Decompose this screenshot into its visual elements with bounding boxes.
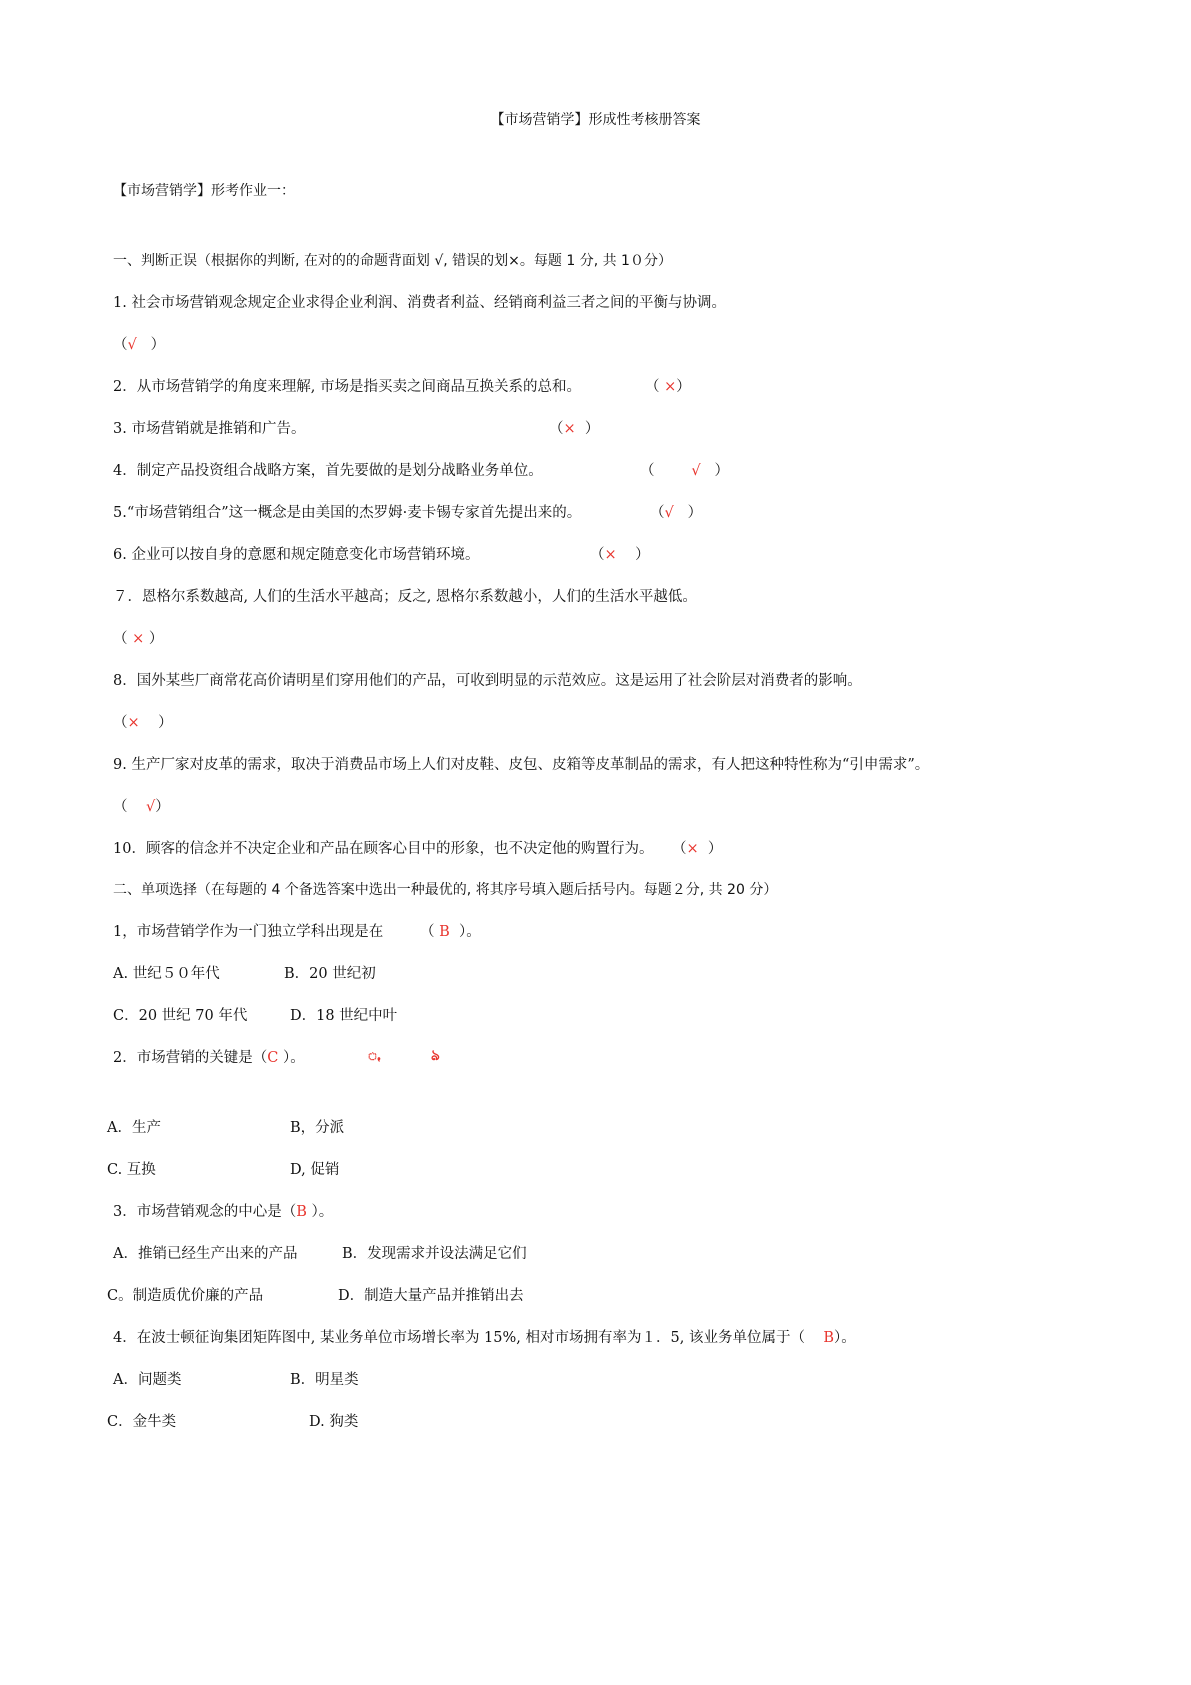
choice-q3-text: 3．市场营销观念的中心是（B ）。 xyxy=(113,1204,334,1220)
judge-q4-text: 4．制定产品投资组合战略方案，首先要做的是划分战略业务单位。 xyxy=(113,463,543,479)
section2-heading: 二、单项选择（在每题的 4 个备选答案中选出一种最优的, 将其序号填入题后括号内。每题２分, 共 20 分） xyxy=(113,882,778,898)
answer-mark: × xyxy=(604,547,617,563)
judge-q1-text: 1. 社会市场营销观念规定企业求得企业利润、消费者利益、经销商利益三者之间的平衡与协调。 xyxy=(113,295,726,311)
answer-mark: × xyxy=(132,631,145,647)
choice-q3-option-d: D．制造大量产品并推销出去 xyxy=(338,1288,524,1304)
choice-q3-option-c: C。制造质优价廉的产品 xyxy=(107,1288,264,1304)
choice-q2-option-d: D, 促销 xyxy=(290,1162,340,1178)
choice-q2-option-a: A．生产 xyxy=(107,1120,161,1136)
stray-glyph: ꩻ xyxy=(368,1047,381,1064)
answer-letter: B xyxy=(439,924,450,940)
choice-q2-option-c: C. 互换 xyxy=(107,1162,156,1178)
judge-q1-answer: （√ ） xyxy=(113,337,166,353)
answer-mark: × xyxy=(686,841,699,857)
answer-mark: √ xyxy=(127,337,137,353)
choice-q4-option-d: D. 狗类 xyxy=(309,1414,359,1430)
choice-q4-option-a: A．问题类 xyxy=(113,1372,182,1388)
judge-q9-answer: （ √） xyxy=(113,799,170,815)
judge-q2-answer: （ ×） xyxy=(645,379,691,395)
doc-subtitle: 【市场营销学】形考作业一： xyxy=(113,183,295,199)
judge-q3-answer: （× ） xyxy=(549,421,600,437)
answer-letter: B xyxy=(296,1204,307,1220)
choice-q1-text: 1，市场营销学作为一门独立学科出现是在 xyxy=(113,924,384,940)
choice-q4-option-c: C．金牛类 xyxy=(107,1414,177,1430)
judge-q6-answer: （× ） xyxy=(590,547,650,563)
judge-q7-text: ７．恩格尔系数越高, 人们的生活水平越高；反之, 恩格尔系数越小，人们的生活水平越低。 xyxy=(113,589,697,605)
stray-glyph: ঌ xyxy=(431,1047,440,1064)
answer-letter: B xyxy=(823,1330,835,1346)
judge-q10-text: 10．顾客的信念并不决定企业和产品在顾客心目中的形象，也不决定他的购置行为。 xyxy=(113,841,654,857)
choice-q3-option-a: A．推销已经生产出来的产品 xyxy=(113,1246,298,1262)
choice-q1-option-a: A. 世纪５０年代 xyxy=(113,966,220,982)
choice-q1-answer: （ B ）。 xyxy=(420,924,481,940)
judge-q4-answer: （ √ ） xyxy=(640,463,729,479)
judge-q2-text: 2．从市场营销学的角度来理解, 市场是指买卖之间商品互换关系的总和。 xyxy=(113,379,581,395)
choice-q1-option-d: D．18 世纪中叶 xyxy=(290,1008,398,1024)
judge-q8-answer: （× ） xyxy=(113,715,173,731)
choice-q3-option-b: B．发现需求并设法满足它们 xyxy=(342,1246,527,1262)
answer-mark: × xyxy=(563,421,576,437)
judge-q8-text: 8．国外某些厂商常花高价请明星们穿用他们的产品，可收到明显的示范效应。这是运用了社会阶层对消费者的影响。 xyxy=(113,673,862,689)
answer-mark: × xyxy=(127,715,140,731)
section1-heading: 一、判断正误（根据你的判断, 在对的的命题背面划 √, 错误的划×。每题 1 分, 共 1０分） xyxy=(113,253,672,269)
choice-q4-option-b: B．明星类 xyxy=(290,1372,359,1388)
judge-q5-text: 5.“市场营销组合”这一概念是由美国的杰罗姆·麦卡锡专家首先提出来的。 xyxy=(113,505,582,521)
choice-q1-option-c: C．20 世纪 70 年代 xyxy=(113,1008,248,1024)
choice-q4-text: 4．在波士顿征询集团矩阵图中, 某业务单位市场增长率为 15%, 相对市场拥有率为１．5, 该业务单位属于（ B）。 xyxy=(113,1330,856,1346)
judge-q10-answer: （× ） xyxy=(672,841,723,857)
choice-q2-text: 2．市场营销的关键是（C ）。 xyxy=(113,1050,305,1066)
answer-mark: √ xyxy=(691,463,701,479)
doc-title: 【市场营销学】形成性考核册答案 xyxy=(490,112,701,128)
answer-mark: × xyxy=(664,379,677,395)
judge-q3-text: 3. 市场营销就是推销和广告。 xyxy=(113,421,306,437)
judge-q5-answer: （√ ） xyxy=(650,505,703,521)
answer-mark: √ xyxy=(664,505,674,521)
judge-q9-text: 9. 生产厂家对皮革的需求，取决于消费品市场上人们对皮鞋、皮包、皮箱等皮革制品的需求，有人把这种特性称为“引申需求”。 xyxy=(113,757,930,773)
answer-mark: √ xyxy=(145,799,156,815)
choice-q1-option-b: B．20 世纪初 xyxy=(284,966,376,982)
judge-q6-text: 6. 企业可以按自身的意愿和规定随意变化市场营销环境。 xyxy=(113,547,480,563)
judge-q7-answer: （ × ） xyxy=(113,631,164,647)
choice-q2-option-b: B，分派 xyxy=(290,1120,345,1136)
answer-letter: C xyxy=(267,1050,279,1066)
